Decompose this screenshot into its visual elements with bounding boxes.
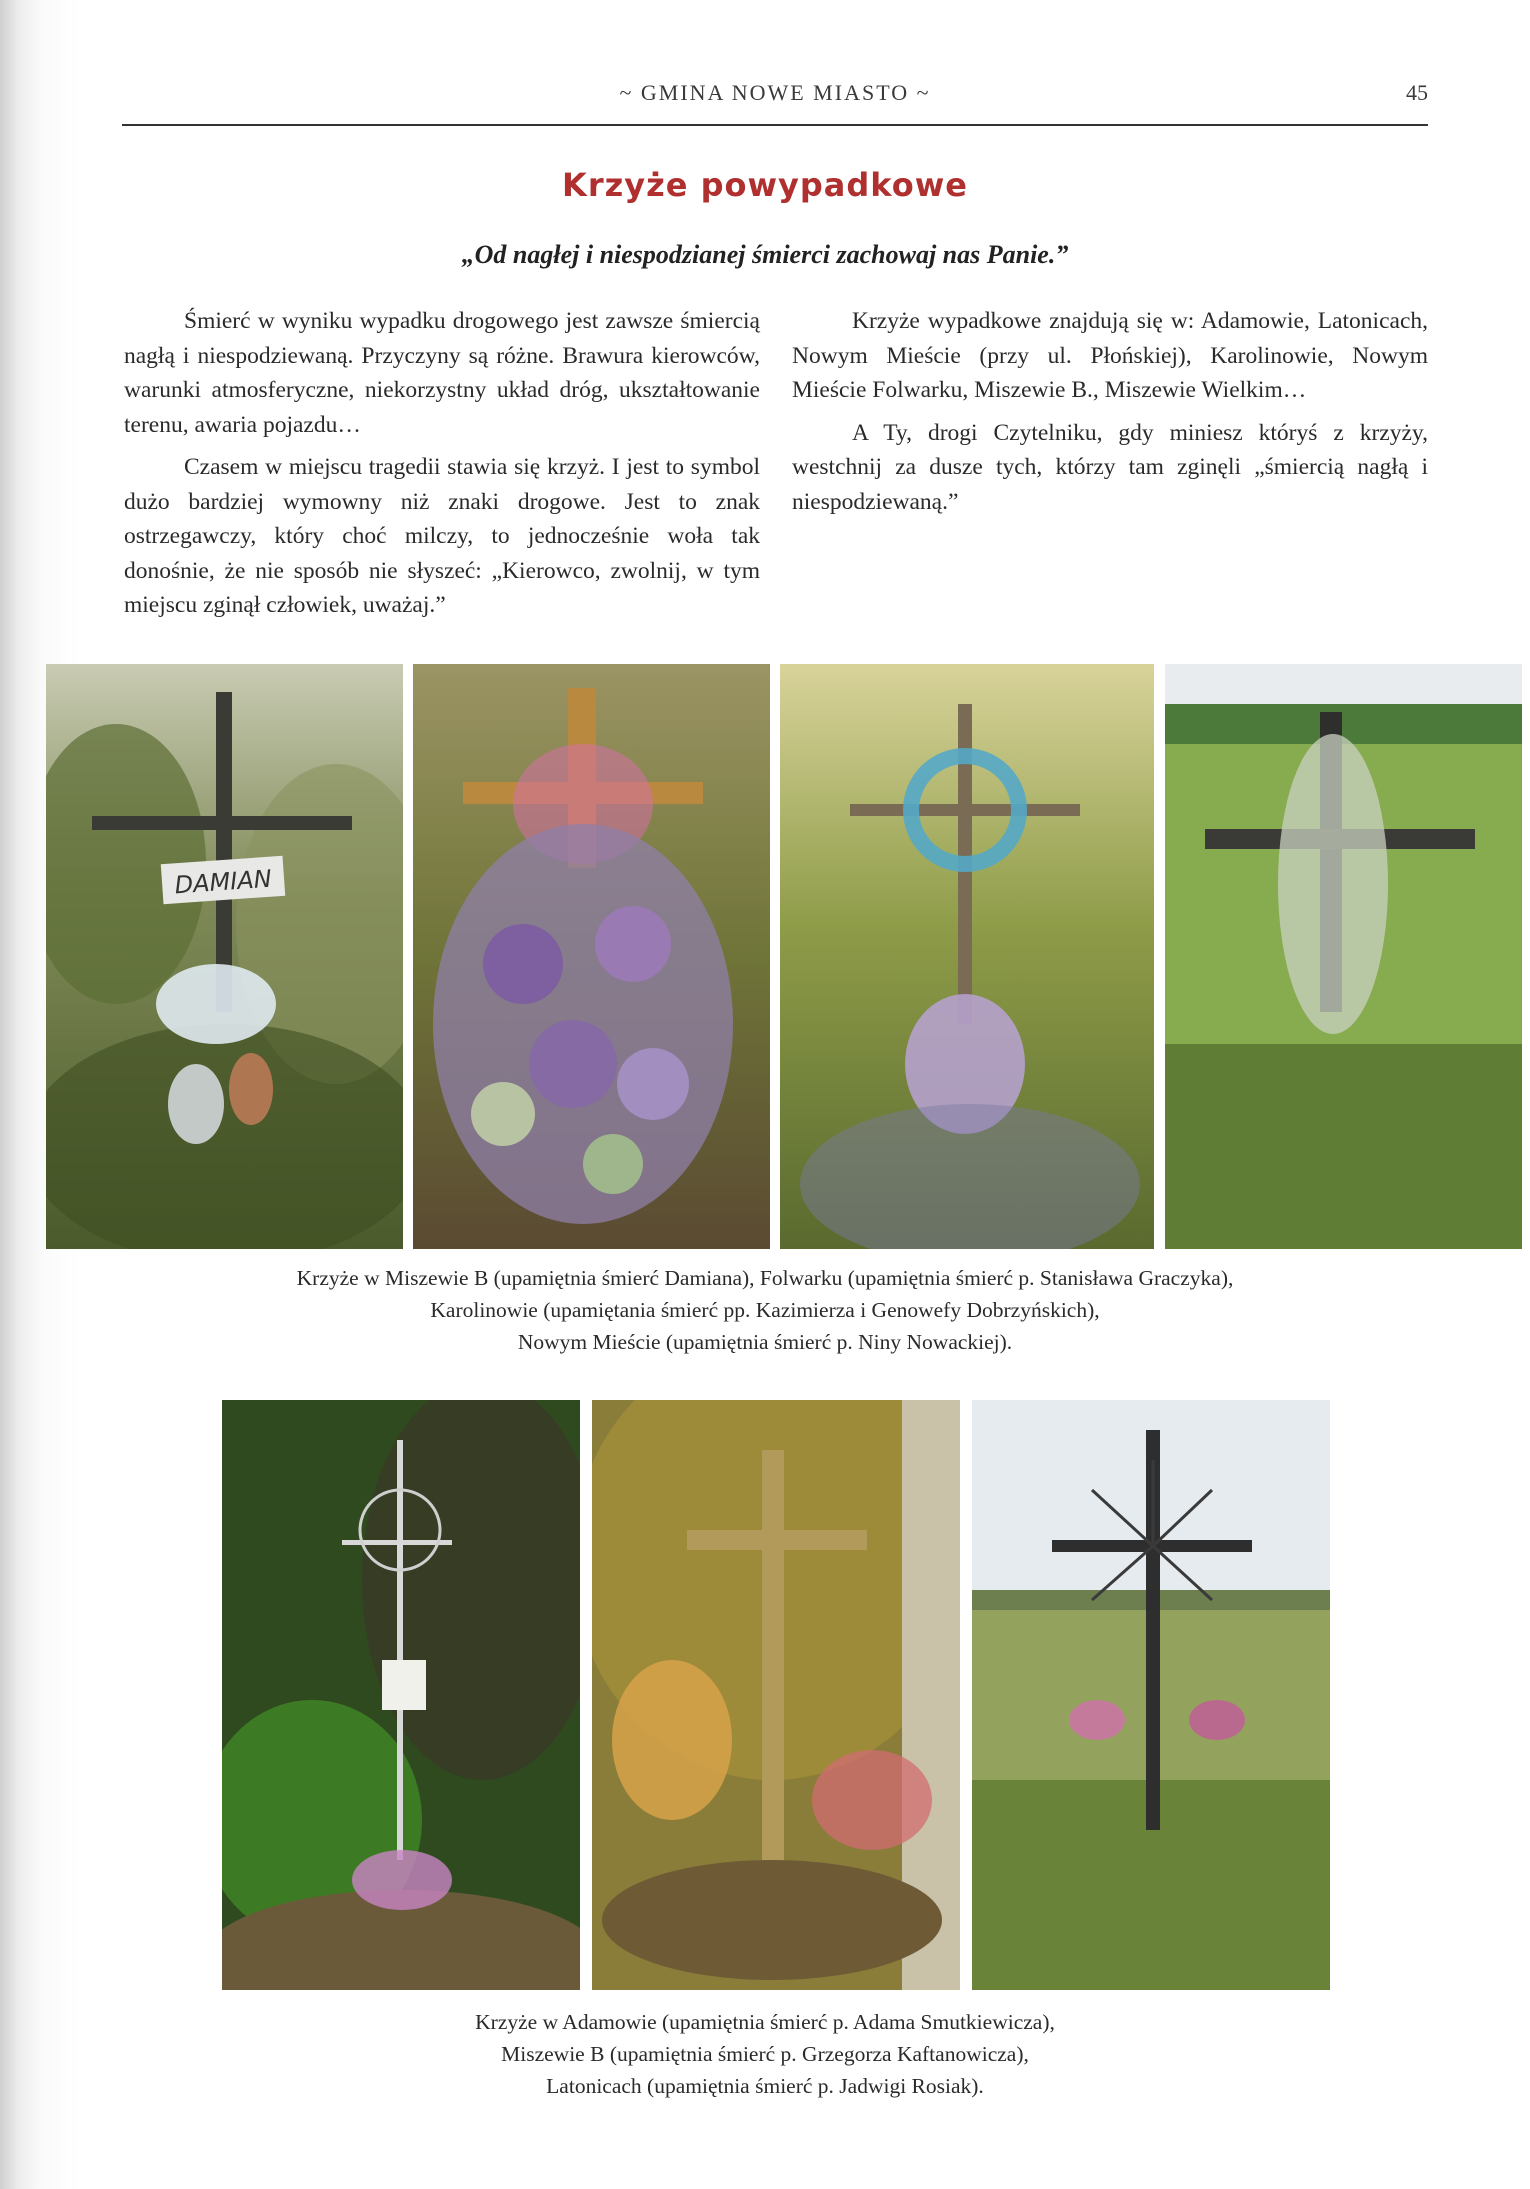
photo-miszewo-b-cross	[592, 1400, 960, 1990]
right-column	[792, 304, 1428, 527]
bottom-caption	[0, 2006, 1530, 2102]
left-column	[124, 304, 760, 631]
article-motto: „Od nagłej i niespodzianej śmierci zachowaj nas Panie.”	[461, 240, 1069, 269]
caption-line: Miszewie B (upamiętnia śmierć p. Grzegorza Kaftanowicza),	[501, 2042, 1029, 2066]
photo-karolinowo-cross	[780, 664, 1154, 1249]
photo-adamowo-cross	[222, 1400, 580, 1990]
paragraph: Czasem w miejscu tragedii stawia się krzyż. I jest to symbol dużo bardziej wymowny niż znaki drogowe. Jest to znak ostrzegawczy, który choć milczy, to jednocześnie woła tak donośnie, że nie sposób nie słyszeć: „Kierowco, zwolnij, w tym miejscu zginął człowiek, uważaj.”	[124, 454, 760, 618]
damian-sign-text: DAMIAN	[173, 864, 273, 900]
running-header	[122, 80, 1428, 110]
photo-folwark-cross	[413, 664, 770, 1249]
paragraph: Śmierć w wyniku wypadku drogowego jest zawsze śmiercią nagłą i niespodziewaną. Przyczyny są różne. Brawura kierowców, warunki atmosferyczne, niekorzystny układ dróg, ukształtowanie terenu, awaria pojazdu…	[124, 308, 760, 438]
caption-line: Karolinowie (upamiętania śmierć pp. Kazimierza i Genowefy Dobrzyńskich),	[430, 1298, 1100, 1322]
paragraph: Krzyże wypadkowe znajdują się w: Adamowie, Latonicach, Nowym Mieście (przy ul. Płońskiej), Karolinowie, Nowym Mieście Folwarku, Miszewie B., Miszewie Wielkim…	[792, 308, 1428, 403]
page-number: 45	[1406, 80, 1428, 105]
header-rule	[122, 124, 1428, 126]
paragraph: A Ty, drogi Czytelniku, gdy miniesz któryś z krzyży, westchnij za dusze tych, którzy tam zginęli „śmiercią nagłą i niespodziewaną.”	[792, 419, 1428, 515]
caption-line: Krzyże w Miszewie B (upamiętnia śmierć Damiana), Folwarku (upamiętnia śmierć p. Stanisława Graczyka),	[296, 1266, 1234, 1290]
article-title: Krzyże powypadkowe	[562, 166, 968, 204]
photo-nowe-miasto-cross	[1165, 664, 1522, 1249]
caption-line: Krzyże w Adamowie (upamiętnia śmierć p. Adama Smutkiewicza),	[475, 2010, 1055, 2034]
top-caption	[0, 1262, 1530, 1358]
caption-line: Nowym Mieście (upamiętnia śmierć p. Niny Nowackiej).	[517, 1330, 1013, 1354]
caption-line: Latonicach (upamiętnia śmierć p. Jadwigi Rosiak).	[546, 2074, 984, 2098]
section-title: ~ GMINA NOWE MIASTO ~	[619, 80, 931, 105]
photo-latonice-cross	[972, 1400, 1330, 1990]
photo-miszewo-cross	[46, 664, 403, 1249]
